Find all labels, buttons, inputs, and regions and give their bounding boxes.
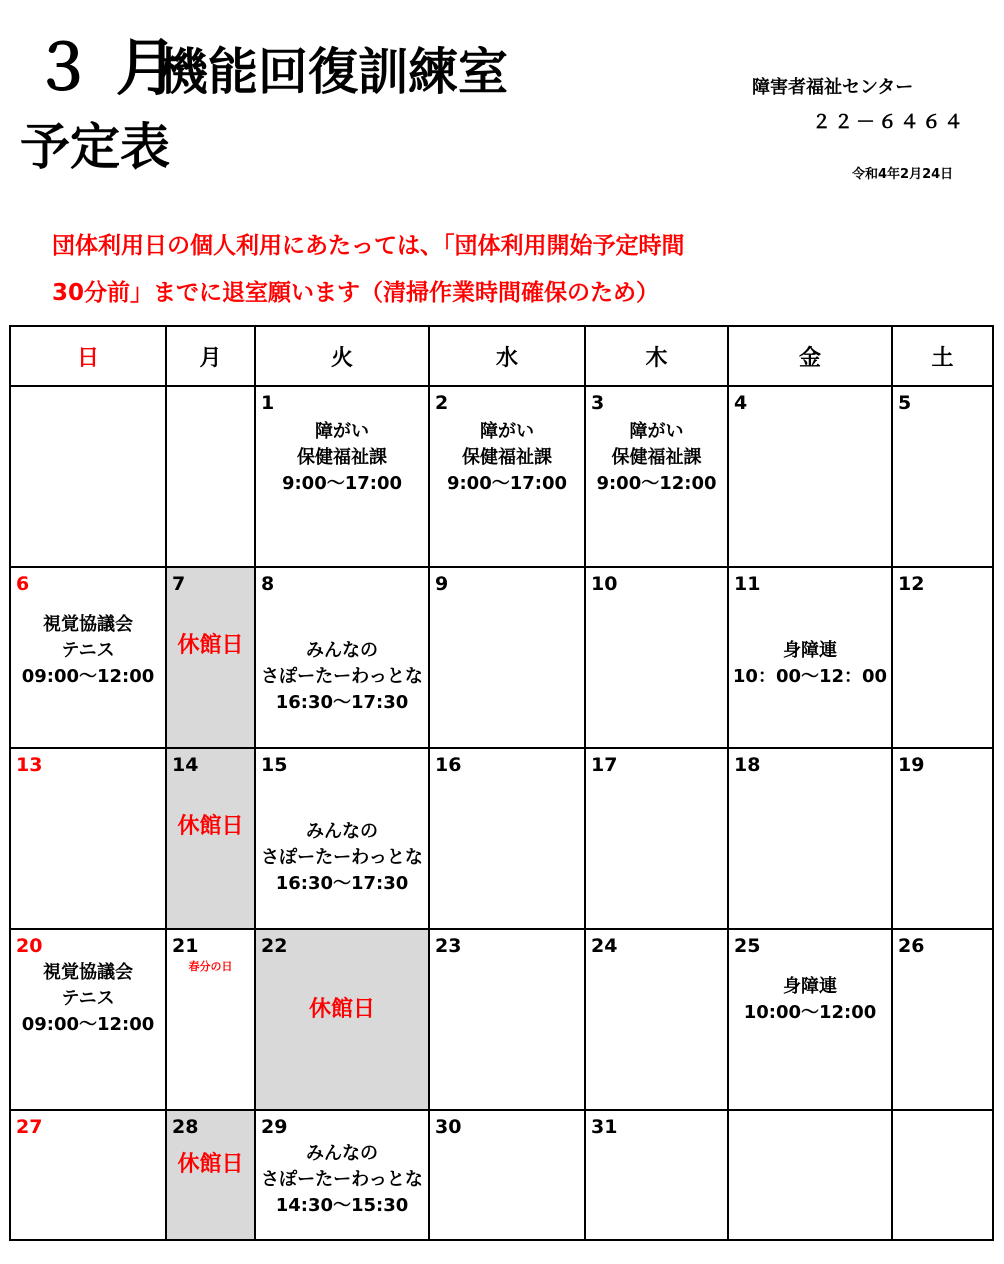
- day-cell: [166, 929, 255, 1110]
- day-cell: [585, 567, 728, 748]
- event-line: 保健福祉課: [297, 447, 387, 468]
- organization-name: 障害者福祉センター: [752, 77, 914, 98]
- day-cell: [429, 567, 585, 748]
- event-time: 9:00～12:00: [596, 473, 717, 494]
- event-line: さぽーたーわっとな: [261, 847, 423, 868]
- calendar-week: [10, 748, 993, 929]
- event-time: 9:00～17:00: [281, 473, 403, 494]
- day-cell-empty: [166, 386, 255, 567]
- day-number: 10: [591, 573, 618, 595]
- event-time: 16:30～17:30: [275, 873, 409, 894]
- day-number: 6: [16, 573, 30, 595]
- day-cell-closed: [166, 748, 255, 929]
- day-number: 5: [898, 392, 912, 414]
- day-number: 14: [172, 754, 199, 776]
- day-number: 3: [591, 392, 605, 414]
- day-number: 7: [172, 573, 186, 595]
- day-cell: [255, 1110, 429, 1240]
- day-cell-empty: [10, 386, 166, 567]
- closed-label: 休館日: [308, 997, 375, 1022]
- day-number: 11: [734, 573, 761, 595]
- day-number: 8: [261, 573, 275, 595]
- event-line: 障がい: [480, 421, 534, 442]
- event-time: 09:00～12:00: [21, 1014, 155, 1035]
- day-cell: [728, 386, 892, 567]
- day-cell-closed: [166, 567, 255, 748]
- day-cell: [892, 386, 993, 567]
- weekday-fri: 金: [728, 326, 892, 386]
- notice-line-1: 団体利用日の個人利用にあたっては、「団体利用開始予定時間: [52, 233, 685, 259]
- event-time: 09:00～12:00: [21, 666, 155, 687]
- day-cell: [429, 929, 585, 1110]
- day-number: 18: [734, 754, 761, 776]
- day-cell-closed: [255, 929, 429, 1110]
- weekday-header-row: [10, 326, 993, 386]
- day-cell: [255, 386, 429, 567]
- day-cell: [585, 386, 728, 567]
- day-number: 12: [898, 573, 925, 595]
- day-cell: [10, 748, 166, 929]
- event-line: みんなの: [306, 821, 378, 842]
- day-number: 9: [435, 573, 449, 595]
- day-cell: [255, 567, 429, 748]
- day-number: 2: [435, 392, 449, 414]
- day-number: 20: [16, 935, 43, 957]
- day-number: 25: [734, 935, 761, 957]
- event-line: みんなの: [306, 1143, 378, 1164]
- event-line: 身障連: [783, 976, 837, 997]
- day-cell: [892, 567, 993, 748]
- day-cell: [429, 1110, 585, 1240]
- event-line: テニス: [61, 988, 115, 1009]
- day-number: 26: [898, 935, 925, 957]
- event-line: 障がい: [315, 421, 369, 442]
- day-number: 13: [16, 754, 43, 776]
- event-time: 10:00～12:00: [743, 1002, 877, 1023]
- day-number: 16: [435, 754, 462, 776]
- day-cell: [728, 929, 892, 1110]
- document-date: 令和4年2月24日: [852, 167, 954, 182]
- weekday-mon: 月: [166, 326, 255, 386]
- day-number: 30: [435, 1116, 462, 1138]
- title-month: ３ 月: [32, 31, 178, 104]
- day-cell-closed: [166, 1110, 255, 1240]
- day-number: 24: [591, 935, 618, 957]
- day-number: 31: [591, 1116, 618, 1138]
- day-number: 21: [172, 935, 199, 957]
- day-number: 15: [261, 754, 288, 776]
- weekday-wed: 水: [429, 326, 585, 386]
- event-line: 視覚協議会: [43, 962, 133, 983]
- event-time: 14:30～15:30: [275, 1195, 409, 1216]
- day-number: 4: [734, 392, 748, 414]
- closed-label: 休館日: [177, 633, 244, 658]
- day-cell: [10, 929, 166, 1110]
- calendar-table: [9, 325, 994, 1241]
- day-cell: [728, 748, 892, 929]
- closed-label: 休館日: [177, 1152, 244, 1177]
- day-cell: [892, 748, 993, 929]
- day-cell: [429, 386, 585, 567]
- event-line: 身障連: [783, 640, 837, 661]
- day-number: 19: [898, 754, 925, 776]
- event-time: 10：00～12：00: [732, 666, 888, 687]
- day-cell-empty: [728, 1110, 892, 1240]
- day-number: 17: [591, 754, 618, 776]
- event-line: みんなの: [306, 640, 378, 661]
- calendar-week: [10, 929, 993, 1110]
- day-cell-empty: [892, 1110, 993, 1240]
- event-line: 障がい: [629, 421, 684, 442]
- calendar-week: [10, 567, 993, 748]
- weekday-thu: 木: [585, 326, 728, 386]
- event-time: 16:30～17:30: [275, 692, 409, 713]
- event-line: 保健福祉課: [611, 447, 702, 468]
- weekday-sun: 日: [10, 326, 166, 386]
- event-line: さぽーたーわっとな: [261, 666, 423, 687]
- day-cell: [728, 567, 892, 748]
- calendar-week: [10, 1110, 993, 1240]
- event-line: 視覚協議会: [43, 614, 133, 635]
- event-time: 9:00～17:00: [446, 473, 568, 494]
- day-cell: [585, 1110, 728, 1240]
- day-cell: [10, 1110, 166, 1240]
- day-number: 29: [261, 1116, 288, 1138]
- title-room: 機能回復訓練室: [158, 42, 508, 101]
- day-cell: [10, 567, 166, 748]
- closed-label: 休館日: [177, 814, 244, 839]
- day-cell: [255, 748, 429, 929]
- day-cell: [585, 748, 728, 929]
- holiday-label: 春分の日: [188, 960, 233, 973]
- day-number: 27: [16, 1116, 43, 1138]
- notice-line-2: 30分前」までに退室願います（清掃作業時間確保のため）: [52, 280, 660, 306]
- calendar-week: [10, 386, 993, 567]
- day-cell: [892, 929, 993, 1110]
- day-number: 23: [435, 935, 462, 957]
- organization-phone: ２２－６４６４: [812, 111, 967, 133]
- weekday-tue: 火: [255, 326, 429, 386]
- weekday-sat: 土: [892, 326, 993, 386]
- event-line: さぽーたーわっとな: [261, 1169, 423, 1190]
- title-subtitle: 予定表: [20, 117, 170, 176]
- day-cell: [429, 748, 585, 929]
- day-number: 1: [261, 392, 275, 414]
- day-number: 28: [172, 1116, 199, 1138]
- event-line: テニス: [61, 640, 115, 661]
- day-number: 22: [261, 935, 288, 957]
- day-cell: [585, 929, 728, 1110]
- event-line: 保健福祉課: [462, 447, 552, 468]
